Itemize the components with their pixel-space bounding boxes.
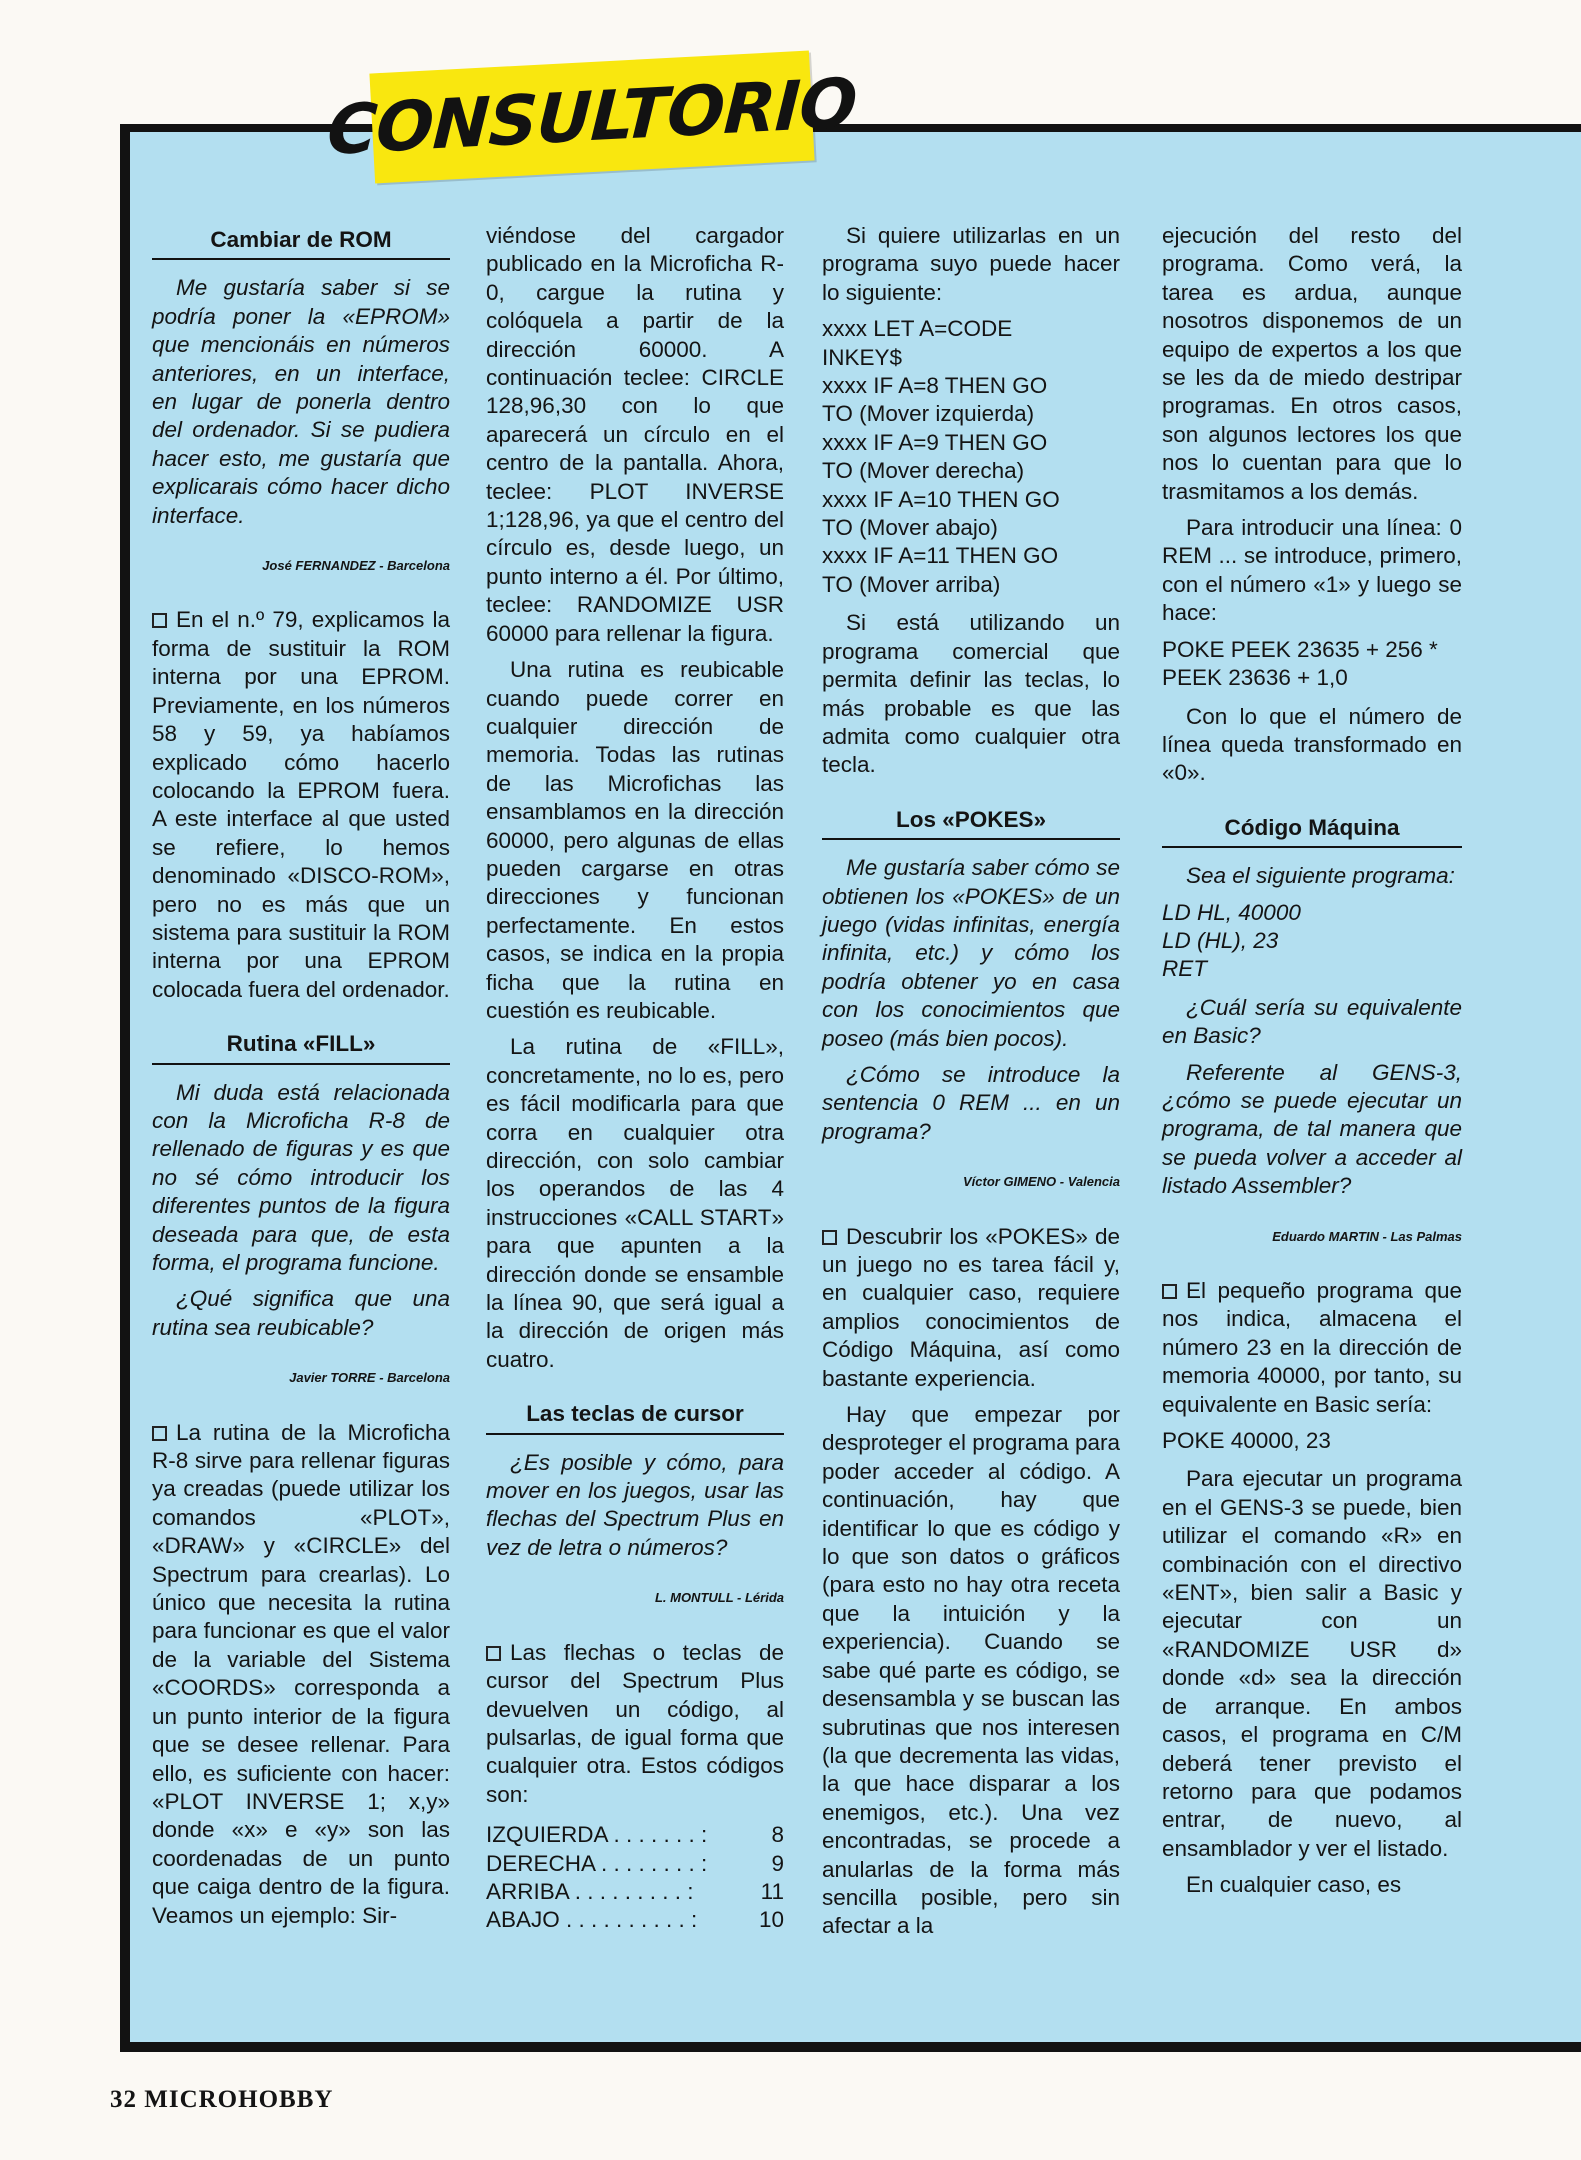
basic-code-listing (822, 315, 1120, 599)
page-footer: 32 MICROHOBBY (110, 2086, 334, 2113)
code-line: POKE PEEK 23635 + 256 * (1162, 636, 1438, 662)
heading-rutina-fill: Rutina «FILL» (152, 1026, 450, 1064)
code-line: RET (1162, 956, 1207, 982)
code-line: PEEK 23636 + 1,0 (1162, 665, 1348, 691)
table-row (486, 1850, 784, 1878)
code-line: TO (Mover arriba) (822, 571, 1001, 597)
author-signature: José FERNANDEZ - Barcelona (262, 558, 450, 574)
answer-text: La rutina de la Microficha R-8 sirve para rellenar figuras ya creadas (puede utilizar los comandos «PLOT», «DRAW» y «CIRCLE» del Spectrum para crearlas). Lo único que necesita la rutina para funcionar es que el valor de la variable del Sistema «COORDS» corresponda a un punto interior de la figura que se desee rellenar. Para ello, es suficiente con hacer: «PLOT INVERSE 1; x,y» donde «x» e «y» son las coordenadas de un punto que caiga dentro de la figura. Veamos un ejemplo: Sir- (152, 1419, 450, 1930)
question-text: ¿Cómo se introduce la sentencia 0 REM ... en un programa? (822, 1061, 1120, 1144)
answer-text: En el n.º 79, explicamos la forma de sustituir la ROM interna por una EPROM. Previamente, en los números 58 y 59, ya habíamos explicado cómo hacerlo colocando la EPROM fuera. A este interface al que usted se refiere, lo hemos denominado «DISCO-ROM», pero no es más que un sistema para sustituir la ROM interna por una EPROM colocada fuera del ordenador. (152, 606, 450, 1004)
question-text: Referente al GENS-3, ¿cómo se puede ejecutar un programa, de tal manera que se pueda volver a acceder al listado Assembler? (1162, 1059, 1462, 1199)
body-paragraph: Si está utilizando un programa comercial que permita definir las teclas, lo más probable es que las admita como cualquier otra tecla. (822, 610, 1120, 778)
column-2 (486, 222, 784, 1935)
question-text: ¿Qué significa que una rutina sea reubicable? (152, 1286, 450, 1340)
code-line: xxxx IF A=8 THEN GO (822, 373, 1048, 399)
body-paragraph: Con lo que el número de línea queda transformado en «0». (1162, 703, 1462, 786)
answer-text: Descubrir los «POKES» de un juego no es tarea fácil y, en cualquier caso, requiere amplios conocimientos de Código Máquina, así como bastante experiencia. (822, 1223, 1120, 1393)
body-paragraph: En cualquier caso, es (1186, 1872, 1402, 1898)
author-signature: Javier TORRE - Barcelona (289, 1370, 450, 1386)
key-code: 9 (771, 1850, 784, 1876)
key-code: 8 (771, 1822, 784, 1848)
question-text: ¿Cuál sería su equivalente en Basic? (1162, 994, 1462, 1049)
question-text: Me gustaría saber cómo se obtienen los «POKES» de un juego (vidas infinitas, energía infinita, etc.) y cómo los podría obtener yo en casa con los conocimientos que poseo (más bien pocos). (822, 855, 1120, 1051)
body-paragraph: Para ejecutar un programa en el GENS-3 se puede, bien utilizar el comando «R» en combinación con el directivo «ENT», bien salir a Basic y ejecutar con un «RANDOMIZE USR d» donde «d» sea la dirección de arranque. En ambos casos, el programa en C/M deberá tener previsto el retorno para que podamos entrar, de nuevo, al ensamblador y ver el listado. (1162, 1466, 1462, 1861)
poke-code (1162, 636, 1462, 693)
heading-codigo-maquina: Código Máquina (1162, 810, 1462, 848)
question-text: Me gustaría saber si se podría poner la «EPROM» que mencionáis en números anteriores, en un interface, en lugar de ponerla dentro del ordenador. Si se pudiera hacer esto, me gustaría que explicarais cómo hacer dicho interface. (152, 275, 450, 528)
code-line: TO (Mover izquierda) (822, 401, 1035, 427)
code-line: LD HL, 40000 (1162, 899, 1301, 925)
code-line: INKEY$ (822, 344, 903, 370)
question-text: Sea el siguiente programa: (1186, 863, 1455, 889)
author-signature: L. MONTULL - Lérida (654, 1590, 784, 1606)
question-text: ¿Es posible y cómo, para mover en los juegos, usar las flechas del Spectrum Plus en vez de letra o números? (486, 1449, 784, 1560)
section-title: CONSULTORIO (325, 63, 859, 171)
body-paragraph: La rutina de «FILL», concretamente, no lo es, pero es fácil modificarla para que corra en cualquier otra dirección, con solo cambiar los operandos de las 4 instrucciones «CALL START» para que apunten a la dirección donde se ensamble la línea 90, que será igual a la dirección de origen más cuatro. (486, 1034, 784, 1372)
table-row (486, 1906, 784, 1934)
key-label: DERECHA . . . . . . . . : (486, 1850, 708, 1876)
assembler-listing (1162, 899, 1462, 984)
key-code: 10 (758, 1907, 784, 1933)
code-line: TO (Mover derecha) (822, 458, 1025, 484)
answer-text: Las flechas o teclas de cursor del Spectrum Plus devuelven un código, al pulsarlas, de igual forma que cualquier otra. Estos códigos son: (486, 1639, 784, 1809)
key-code: 11 (760, 1878, 784, 1904)
question-text: Mi duda está relacionada con la Microficha R-8 de rellenado de figuras y es que no sé cómo introducir los diferentes puntos de la figura deseada para que, de esta forma, el programa funcione. (152, 1079, 450, 1275)
key-label: ABAJO . . . . . . . . . . : (486, 1907, 698, 1933)
body-paragraph: Hay que empezar por desproteger el programa para poder acceder al código. A continuación, hay que identificar lo que es código y lo que son datos o gráficos (para esto no hay otra receta que la intuición y la experiencia). Cuando se sabe qué parte es código, se desensambla y se buscan las subrutinas que nos interesen (la que decrementa las vidas, la que hace disparar a los enemigos, etc.). Una vez encontradas, se procede a anularlas de la forma más sencilla posible, pero sin afectar a la (822, 1402, 1120, 1939)
code-line: LD (HL), 23 (1162, 927, 1279, 953)
cursor-codes-table (486, 1821, 784, 1935)
heading-los-pokes: Los «POKES» (822, 802, 1120, 840)
body-paragraph: Una rutina es reubicable cuando puede correr en cualquier dirección de memoria. Todas las rutinas de las Microfichas las ensamblamos en la dirección 60000, pero algunas de ellas pueden cargarse en otras direcciones y funcionan perfectamente. En estos casos, se indica en la propia ficha que la rutina en cuestión es reubicable. (486, 657, 784, 1023)
body-paragraph: Si quiere utilizarlas en un programa suyo puede hacer lo siguiente: (822, 223, 1120, 305)
author-signature: Víctor GIMENO - Valencia (962, 1174, 1120, 1190)
code-line: POKE 40000, 23 (1162, 1428, 1331, 1454)
code-line: xxxx IF A=11 THEN GO (822, 543, 1059, 569)
author-signature: Eduardo MARTIN - Las Palmas (1272, 1228, 1462, 1244)
code-line: xxxx LET A=CODE (822, 316, 1013, 342)
heading-teclas-de-cursor: Las teclas de cursor (486, 1396, 784, 1434)
code-line: xxxx IF A=9 THEN GO (822, 429, 1048, 455)
answer-text: El pequeño programa que nos indica, almacena el número 23 en la dirección de memoria 40000, por tanto, su equivalente en Basic sería: (1162, 1277, 1462, 1419)
body-paragraph: viéndose del cargador publicado en la Microficha R-0, cargue la rutina y colóquela a partir de la dirección 60000. A continuación teclee: CIRCLE 128,96,30 con lo que aparecerá un círculo en el centro de la pantalla. Ahora, teclee: PLOT INVERSE 1;128,96, ya que el centro del círculo es, desde luego, un punto interno a él. Por último, teclee: RANDOMIZE USR 60000 para rellenar la figura. (486, 223, 784, 646)
heading-cambiar-de-rom: Cambiar de ROM (152, 222, 450, 260)
code-line: xxxx IF A=10 THEN GO (822, 486, 1060, 512)
table-row (486, 1821, 784, 1849)
body-paragraph: Para introducir una línea: 0 REM ... se introduce, primero, con el número «1» y luego se hace: (1162, 515, 1462, 626)
column-1 (152, 222, 450, 1938)
body-paragraph: ejecución del resto del programa. Como verá, la tarea es ardua, aunque nosotros disponemos de un equipo de expertos a los que se les da de miedo destripar programas. En otros casos, son algunos lectores los que nos lo cuentan para que lo trasmitamos a los demás. (1162, 223, 1462, 504)
column-4 (1162, 222, 1462, 1908)
column-3 (822, 222, 1120, 1949)
section-title-badge (325, 51, 859, 184)
table-row (486, 1878, 784, 1906)
poke-code (1162, 1427, 1462, 1455)
code-line: TO (Mover abajo) (822, 515, 998, 541)
key-label: ARRIBA . . . . . . . . . : (486, 1878, 694, 1904)
key-label: IZQUIERDA . . . . . . . : (486, 1822, 708, 1848)
